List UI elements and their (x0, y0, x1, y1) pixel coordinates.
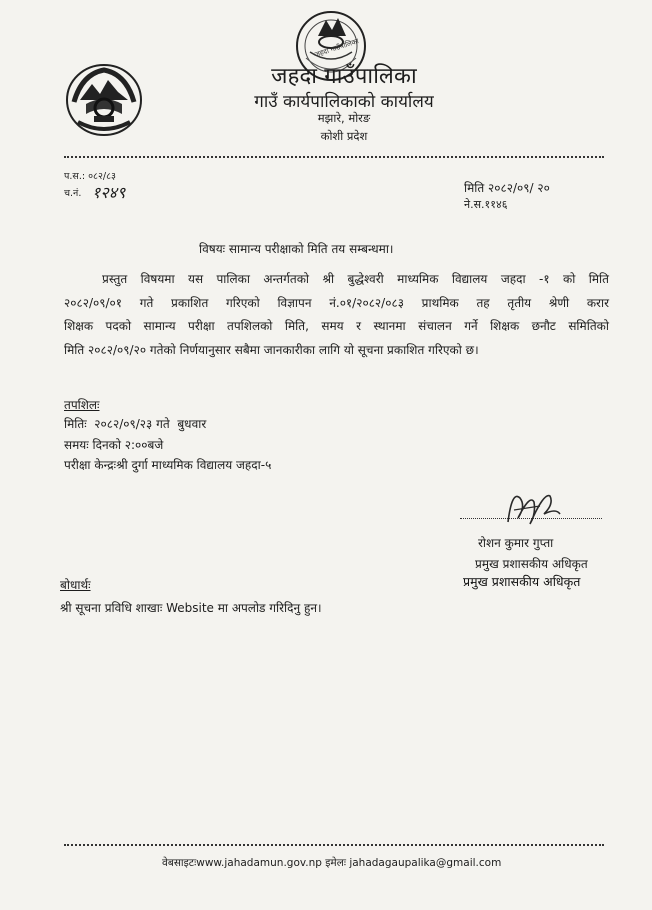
signatory-title: प्रमुख प्रशासकीय अधिकृत (475, 557, 588, 571)
letter-number: प.स.: ०८२/८३ (64, 171, 116, 182)
website-label: वेबसाइटः (162, 857, 197, 869)
exam-date: मितिः २०८२/०९/२३ गते बुधवार (64, 417, 207, 431)
signatory-name: रोशन कुमार गुप्ता (478, 536, 554, 550)
website-link[interactable]: www.jahadamun.gov.np (196, 857, 322, 869)
exam-center: परीक्षा केन्द्रःश्री दुर्गा माध्यमिक विद्यालय जहदा-५ (64, 458, 272, 472)
signature-dotted-line (460, 518, 602, 519)
header-divider (64, 156, 604, 158)
province: कोशी प्रदेश (320, 129, 368, 143)
body-line: मिति २०८२/०९/२० गतेको निर्णयानुसार सबैमा जानकारीका लागि यो सूचना प्रकाशित गरिएको छ। (64, 342, 479, 357)
body-line: २०८२/०९/०१ गते प्रकाशित गरिएको विज्ञापन नं.०१/२०८२/०८३ प्राथमिक तह तृतीय श्रेणी करार (64, 295, 609, 310)
body-line: शिक्षक पदको सामान्य परीक्षा तपशिलको मिति, समय र स्थानमा संचालन गर्ने शिक्षक छनौट समितिको (64, 319, 609, 333)
seal-text: जहदा गाउँपालिका (313, 37, 360, 59)
cc-line: श्री सूचना प्रविधि शाखाः Website मा अपलोड गरिदिनु हुन। (60, 601, 322, 615)
signatory-stamp: प्रमुख प्रशासकीय अधिकृत (463, 574, 581, 589)
nepal-sambat: ने.स.११४६ (464, 198, 508, 211)
footer-divider (64, 844, 604, 846)
organization-name: जहदा गाउँपालिका (271, 64, 417, 89)
signature-icon (500, 484, 564, 534)
body-line: प्रस्तुत विषयमा यस पालिका अन्तर्गतको श्री बुद्धेश्वरी माध्यमिक विद्यालय जहदा -१ को मिति (102, 272, 609, 286)
cc-heading: बोधार्थः (60, 578, 91, 592)
letter-date: मिति २०८२/०९/ २० (464, 181, 550, 195)
office-name: गाउँ कार्यपालिकाको कार्यालय (254, 92, 434, 112)
body-paragraph (64, 268, 609, 362)
email-link[interactable]: jahadagaupalika@gmail.com (349, 857, 502, 869)
dispatch-label: च.नं. (64, 188, 82, 199)
footer-contact (162, 856, 501, 870)
subject-line: विषयः सामान्य परीक्षाको मिति तय सम्बन्धमा। (199, 242, 394, 256)
location: मझारे, मोरङ (317, 111, 371, 125)
email-label: इमेलः (325, 857, 346, 869)
details-heading: तपशिलः (64, 398, 100, 412)
dispatch-number: १२४९ (92, 183, 126, 202)
exam-time: समयः दिनको २:००बजे (64, 438, 164, 452)
